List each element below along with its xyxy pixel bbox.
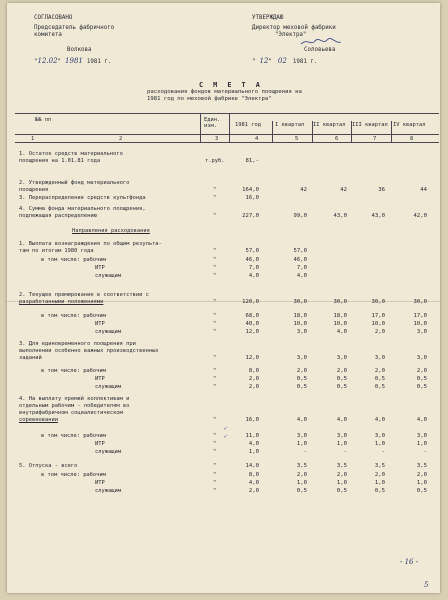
row-value-q4: 10,0 — [413, 321, 427, 327]
row-label-line: 2. Утвержденный фонд материального — [19, 180, 130, 186]
row-label — [19, 195, 146, 202]
row-unit: " — [213, 433, 217, 439]
approved-right-date-month: 02 — [277, 57, 287, 65]
row-value-q2: 2,0 — [336, 472, 347, 478]
row-label-line: соревновании — [19, 417, 58, 423]
approved-left-line1: Председатель фабричного — [34, 25, 115, 31]
row-value-year: 14,0 — [245, 463, 259, 469]
row-unit: " — [213, 273, 217, 279]
col-head-q3: III квартал — [352, 122, 388, 128]
row-value-q1: 57,0 — [293, 248, 307, 254]
row-value-q4: 4,0 — [416, 417, 427, 423]
row-value-q2: 0,5 — [336, 376, 347, 382]
row-label-line: 3. Для единовременного поощрения при — [19, 341, 136, 347]
row-label-line: Направления расходования — [72, 228, 150, 234]
row-value-q3: 43,0 — [371, 213, 385, 219]
row-unit: т.руб. — [205, 158, 225, 164]
row-value-year: 16,0 — [245, 417, 259, 423]
row-unit: " — [213, 376, 217, 382]
row-label — [19, 180, 129, 194]
row-value-year: 12,0 — [245, 329, 259, 335]
row-value-q1: 0,5 — [296, 384, 307, 390]
row-label-line: поощрения — [19, 187, 49, 193]
row-label — [41, 472, 106, 479]
row-value-q2: 3,0 — [336, 433, 347, 439]
row-value-q1: 4,0 — [296, 273, 307, 279]
col-head-q2: II квартал — [313, 122, 346, 128]
col-number-8: 8 — [410, 136, 414, 142]
row-value-q4: 3,0 — [416, 329, 427, 335]
row-value-q1: 0,5 — [296, 376, 307, 382]
col-number-rule — [15, 142, 439, 143]
row-unit: " — [213, 321, 217, 327]
row-label — [95, 441, 105, 448]
row-label-line: заданий — [19, 355, 42, 361]
row-label — [41, 368, 106, 375]
row-unit: " — [213, 187, 217, 193]
row-label-line: в том числе: рабочим — [41, 368, 106, 374]
row-value-q3: 3,0 — [374, 355, 385, 361]
row-label-line: служащим — [95, 384, 121, 390]
row-label-line: 4. Сумма фонда материального поощрения, — [19, 206, 146, 212]
row-value-q2: 2,0 — [336, 368, 347, 374]
col-head-q4: IV квартал — [393, 122, 426, 128]
col-number-2: 2 — [119, 136, 123, 142]
row-unit: " — [213, 463, 217, 469]
document-sheet — [7, 3, 440, 593]
row-value-q3: 3,0 — [374, 433, 385, 439]
row-value-q3: 2,0 — [374, 329, 385, 335]
row-value-q1: 7,0 — [296, 265, 307, 271]
row-unit: " — [213, 488, 217, 494]
row-label-line: 2. Текущее премирование в соответствии с — [19, 292, 149, 298]
row-label-line: в том числе: рабочим — [41, 472, 106, 478]
row-value-year: 2,0 — [248, 376, 259, 382]
row-label — [95, 449, 121, 456]
row-unit: " — [213, 265, 217, 271]
row-value-q1: 1,0 — [296, 480, 307, 486]
row-label-line: служащим — [95, 449, 121, 455]
row-value-q4: 42,0 — [413, 213, 427, 219]
row-value-q3: 17,0 — [371, 313, 385, 319]
row-value-year: 57,0 — [245, 248, 259, 254]
row-label-line: подлежащая распределению — [19, 213, 97, 219]
row-value-year: 227,0 — [242, 213, 259, 219]
row-unit: " — [213, 355, 217, 361]
row-unit: " — [213, 480, 217, 486]
row-value-q3: - — [381, 449, 385, 455]
row-value-q2: 0,5 — [336, 384, 347, 390]
row-label-line: 1. Выплата вознаграждения по общим результа- — [19, 241, 162, 247]
row-label — [41, 313, 106, 320]
col-divider-unit — [200, 113, 201, 142]
col-number-7: 7 — [373, 136, 377, 142]
row-value-q1: - — [303, 449, 307, 455]
approved-left-date-month: 1981 — [65, 57, 83, 65]
row-label — [19, 206, 146, 220]
row-label — [95, 480, 105, 487]
col-divider-q1 — [272, 121, 273, 142]
row-label-line: служащим — [95, 488, 121, 494]
row-unit: " — [213, 313, 217, 319]
row-value-q2: 1,0 — [336, 480, 347, 486]
row-value-q1: 10,0 — [293, 321, 307, 327]
row-unit: " — [213, 195, 217, 201]
row-value-q1: 3,0 — [296, 355, 307, 361]
row-label-line: служащим — [95, 329, 121, 335]
row-label — [95, 376, 105, 383]
row-value-q4: 3,5 — [416, 463, 427, 469]
row-value-year: 11,0 — [245, 433, 259, 439]
row-value-q2: 30,0 — [333, 299, 347, 305]
row-label-line: в том числе: рабочим — [41, 433, 106, 439]
row-value-q3: 36 — [378, 187, 385, 193]
row-label-line: в том числе: рабочим — [41, 313, 106, 319]
row-label-line: поощрения на 1.01.81 года — [19, 158, 101, 164]
row-value-q1: 3,0 — [296, 433, 307, 439]
row-label-line: 1. Остаток средств материального — [19, 151, 123, 157]
row-label — [41, 257, 106, 264]
row-value-year: 2,0 — [248, 384, 259, 390]
row-value-q4: 2,0 — [416, 368, 427, 374]
row-label-line: ИТР — [95, 480, 105, 486]
table-top-rule — [15, 113, 439, 114]
row-value-q4: 3,0 — [416, 433, 427, 439]
row-label — [72, 228, 150, 235]
col-divider-year — [229, 113, 230, 142]
row-value-q4: 0,5 — [416, 384, 427, 390]
approved-left-name: Волкова — [67, 47, 92, 53]
row-unit: " — [213, 368, 217, 374]
row-unit: " — [213, 384, 217, 390]
row-value-q2: 1,0 — [336, 441, 347, 447]
row-value-q2: 0,5 — [336, 488, 347, 494]
row-value-q2: 42 — [340, 187, 347, 193]
row-label-line: ИТР — [95, 376, 105, 382]
row-value-q1: 2,0 — [296, 368, 307, 374]
col-number-1: 1 — [31, 136, 35, 142]
row-label — [95, 321, 105, 328]
row-value-year: 4,0 — [248, 273, 259, 279]
row-label-line: внутрифабричном социалистическом — [19, 410, 123, 416]
row-unit: " — [213, 213, 217, 219]
row-label — [95, 488, 121, 495]
row-label — [19, 396, 129, 424]
approved-right-name: Соловьева — [304, 47, 336, 53]
row-label — [95, 265, 105, 272]
row-value-q4: 1,0 — [416, 441, 427, 447]
row-value-q4: 2,0 — [416, 472, 427, 478]
row-value-q3: 1,0 — [374, 441, 385, 447]
row-value-q3: 0,5 — [374, 384, 385, 390]
approved-right-heading: УТВЕРЖДАЮ — [252, 15, 284, 21]
row-value-q2: 18,0 — [333, 313, 347, 319]
row-value-q3: 3,5 — [374, 463, 385, 469]
approved-right-date: " 12" 02 1981 г. — [252, 57, 318, 65]
col-number-5: 5 — [295, 136, 299, 142]
row-value-q4: 0,5 — [416, 488, 427, 494]
row-unit: " — [213, 417, 217, 423]
row-label — [95, 329, 121, 336]
col-head-year: 1981 год — [235, 122, 261, 128]
row-value-q4: 17,0 — [413, 313, 427, 319]
row-value-q4: 3,0 — [416, 355, 427, 361]
row-label — [19, 463, 77, 470]
row-value-q1: 18,0 — [293, 313, 307, 319]
row-value-q3: 30,0 — [371, 299, 385, 305]
row-value-year: 4,0 — [248, 480, 259, 486]
row-label-line: разработанными положениями — [19, 299, 104, 305]
row-label-line: ИТР — [95, 321, 105, 327]
row-label — [41, 433, 106, 440]
row-label — [19, 341, 159, 362]
row-value-q3: 2,0 — [374, 368, 385, 374]
row-value-year: 8,0 — [248, 472, 259, 478]
row-label-line: отдельным рабочим - победителям во — [19, 403, 130, 409]
row-unit: " — [213, 248, 217, 254]
row-label-line: ИТР — [95, 265, 105, 271]
row-label-line: ИТР — [95, 441, 105, 447]
row-unit: " — [213, 472, 217, 478]
row-value-q3: 10,0 — [371, 321, 385, 327]
row-value-q2: 10,0 — [333, 321, 347, 327]
row-value-q1: 42 — [300, 187, 307, 193]
row-label — [19, 292, 149, 306]
row-value-q1: 3,5 — [296, 463, 307, 469]
row-label — [95, 273, 121, 280]
row-label-line: 5. Отпуска - всего — [19, 463, 78, 469]
approved-right-line2: "Электра" — [275, 32, 307, 38]
row-value-q3: 0,5 — [374, 376, 385, 382]
document-subtitle-line2: 1981 год по меховой фабрике "Электра" — [147, 96, 272, 102]
row-value-q3: 1,0 — [374, 480, 385, 486]
row-label-line: 3. Перераспределение средств культфонда — [19, 195, 146, 201]
row-value-q4: 0,5 — [416, 376, 427, 382]
row-value-year: 8,0 — [248, 368, 259, 374]
row-value-q1: 99,0 — [293, 213, 307, 219]
row-value-q4: 30,0 — [413, 299, 427, 305]
col-head-num: №№ пп — [35, 117, 52, 123]
row-label-line: служащим — [95, 273, 121, 279]
row-value-q3: 4,0 — [374, 417, 385, 423]
row-value-q3: 0,5 — [374, 488, 385, 494]
handwritten-tick: ✓ — [223, 434, 228, 440]
row-label — [95, 384, 121, 391]
handwritten-tick: ✓ — [223, 426, 228, 432]
row-value-q1: 3,0 — [296, 329, 307, 335]
row-label-line: 4. На выплату премий коллективам и — [19, 396, 130, 402]
corner-mark: 5 — [424, 581, 429, 589]
row-value-q1: 30,0 — [293, 299, 307, 305]
row-value-year: 4,0 — [248, 441, 259, 447]
row-label — [19, 151, 123, 165]
row-value-year: 68,0 — [245, 313, 259, 319]
col-divider-q4 — [391, 121, 392, 142]
row-value-q1: 46,0 — [293, 257, 307, 263]
col-number-6: 6 — [335, 136, 339, 142]
row-value-year: 81,- — [245, 158, 259, 164]
row-value-year: 120,0 — [242, 299, 259, 305]
row-value-q2: 3,0 — [336, 355, 347, 361]
row-label — [19, 241, 162, 255]
row-value-q4: - — [423, 449, 427, 455]
row-value-year: 46,0 — [245, 257, 259, 263]
row-unit: " — [213, 257, 217, 263]
page-number-mark: - 16 - — [400, 558, 419, 566]
approved-right-line1: Директор меховой фабрики — [252, 25, 336, 31]
row-value-q1: 2,0 — [296, 472, 307, 478]
row-value-year: 40,0 — [245, 321, 259, 327]
row-value-q1: 1,0 — [296, 441, 307, 447]
row-label-line: там по итогам 1980 года — [19, 248, 94, 254]
row-value-year: 16,0 — [245, 195, 259, 201]
row-value-q2: 3,5 — [336, 463, 347, 469]
col-head-q1: I квартал — [275, 122, 305, 128]
row-value-q1: 4,0 — [296, 417, 307, 423]
document-title: С М Е Т А — [199, 81, 263, 89]
col-head-unit: Един. изм. — [204, 117, 221, 129]
approved-left-date: "12.02" 1981 1981 г. — [34, 57, 112, 65]
col-number-4: 4 — [255, 136, 259, 142]
row-value-q3: 2,0 — [374, 472, 385, 478]
row-label-line: выполнении особенно важных производственных — [19, 348, 159, 354]
approved-left-date-day: 12.02 — [37, 57, 58, 65]
row-value-q2: 4,0 — [336, 329, 347, 335]
row-value-q4: 44 — [420, 187, 427, 193]
row-value-year: 2,0 — [248, 488, 259, 494]
approved-left-line2: комитета — [34, 32, 62, 38]
row-value-year: 164,0 — [242, 187, 259, 193]
row-value-q4: 1,0 — [416, 480, 427, 486]
row-unit: " — [213, 329, 217, 335]
row-value-q1: 0,5 — [296, 488, 307, 494]
row-value-year: 12,0 — [245, 355, 259, 361]
row-value-q2: 4,0 — [336, 417, 347, 423]
row-label-line: в том числе: рабочим — [41, 257, 106, 263]
row-value-year: 1,0 — [248, 449, 259, 455]
row-unit: " — [213, 449, 217, 455]
row-value-q2: 43,0 — [333, 213, 347, 219]
approved-left-heading: СОГЛАСОВАНО — [34, 15, 73, 21]
row-value-year: 7,0 — [248, 265, 259, 271]
row-value-q2: - — [343, 449, 347, 455]
row-unit: " — [213, 299, 217, 305]
row-unit: " — [213, 441, 217, 447]
document-subtitle-line1: расходования фондов материального поощрения на — [147, 89, 302, 95]
approved-right-date-day: 12 — [259, 57, 269, 65]
header-bottom-rule — [15, 134, 439, 135]
col-number-3: 3 — [215, 136, 219, 142]
